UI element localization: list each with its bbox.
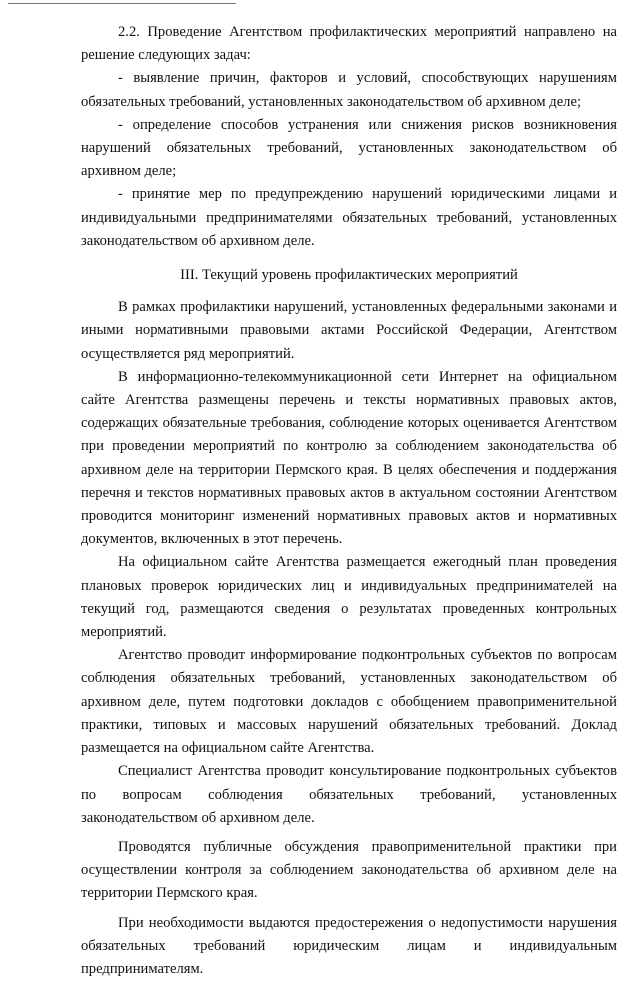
- paragraph-warnings: При необходимости выдаются предостережения о недопустимости нарушения обязательных требований юридическим лицам и индивидуальным предпринимателям.: [81, 914, 617, 977]
- paragraph-informing: Агентство проводит информирование подконтрольных субъектов по вопросам соблюдения обязательных требований, установленных законодательством об архивном деле, путем подготовки докладов с обобщением правоприменительной практики, типовых и массовых нарушений обязательных требований. Доклад размещается на официальном сайте Агентства.: [81, 647, 617, 757]
- paragraph-annual-plan: На официальном сайте Агентства размещается ежегодный план проведения плановых проверок юридических лиц и индивидуальных предпринимателей на текущий год, размещаются сведения о результатах проведенных контрольных мероприятий.: [81, 554, 617, 641]
- paragraph-consulting: Специалист Агентства проводит консультирование подконтрольных субъектов по вопросам соблюдения обязательных требований, установленных законодательством об архивном деле.: [81, 763, 617, 826]
- list-item-identify-causes: - выявление причин, факторов и условий, способствующих нарушениям обязательных требований, установленных законодательством об архивном деле;: [81, 70, 617, 110]
- top-edge-line: [8, 3, 236, 4]
- list-item-determine-methods: - определение способов устранения или снижения рисков возникновения нарушений обязательных требований, установленных законодательством об архивном деле;: [81, 116, 617, 180]
- paragraph-website-legal-acts: В информационно-телекоммуникационной сети Интернет на официальном сайте Агентства размещены перечень и тексты нормативных правовых актов, содержащих обязательные требования, соблюдение которых оценивается Агентством при проведении мероприятий по контролю за соблюдением законодательства об архивном деле на территории Пермского края. В целях обеспечения и поддержания перечня и текстов нормативных правовых актов в актуальном состоянии Агентством проводится мониторинг изменений нормативных правовых актов и нормативных документов, включенных в этот перечень.: [81, 368, 617, 548]
- paragraph-tasks-intro: 2.2. Проведение Агентством профилактических мероприятий направлено на решение следующих задач:: [81, 24, 617, 64]
- section-heading: III. Текущий уровень профилактических мероприятий: [180, 267, 518, 284]
- document-body: [81, 21, 617, 981]
- paragraph-public-discussions: Проводятся публичные обсуждения правоприменительной практики при осуществлении контроля за соблюдением законодательства об архивном деле на территории Пермского края.: [81, 838, 617, 902]
- paragraph-framework: В рамках профилактики нарушений, установленных федеральными законами и иными нормативными правовыми актами Российской Федерации, Агентством осуществляется ряд мероприятий.: [81, 299, 617, 362]
- list-item-prevention-measures: - принятие мер по предупреждению нарушений юридическими лицами и индивидуальными предпринимателями обязательных требований, установленных законодательством об архивном деле.: [81, 186, 617, 249]
